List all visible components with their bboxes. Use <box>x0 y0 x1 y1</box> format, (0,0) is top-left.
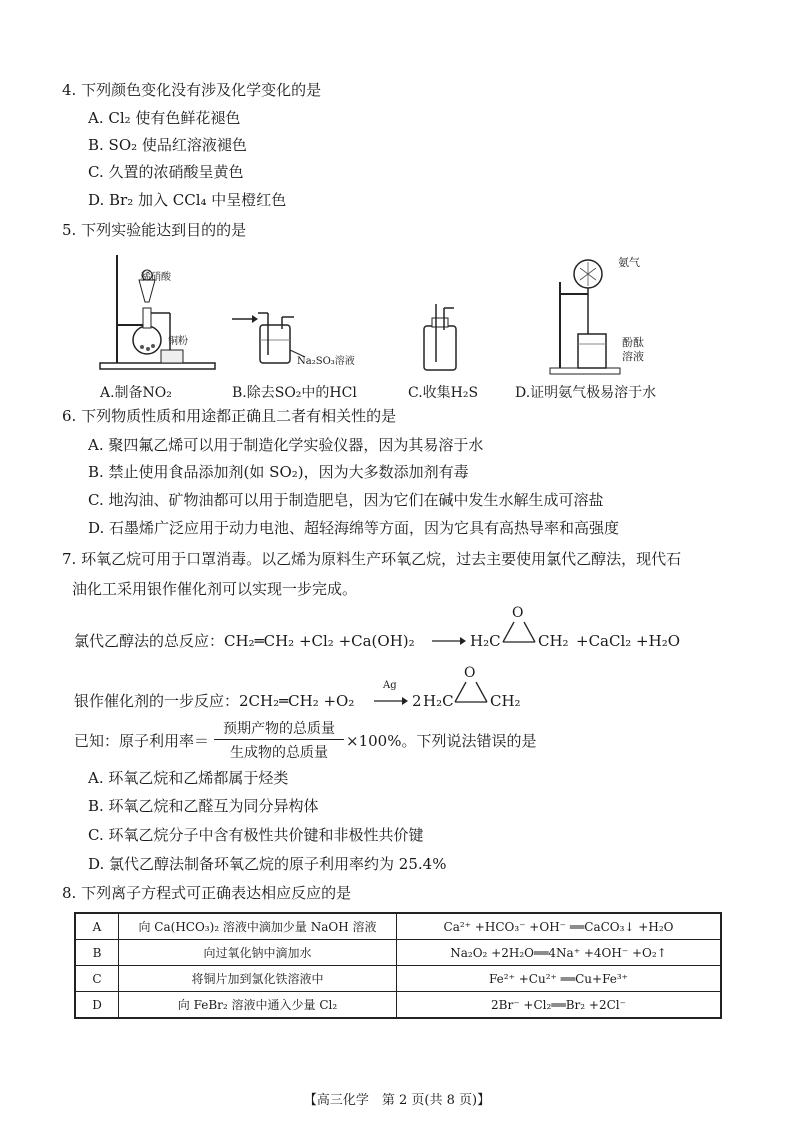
q7-option-d: D. 氯代乙醇法制备环氧乙烷的原子利用率约为 25.4% <box>88 855 447 873</box>
fraction-numerator: 预期产物的总质量 <box>223 721 335 737</box>
q6-option-c: C. 地沟油、矿物油都可以用于制造肥皂，因为它们在碱中发生水解生成可溶盐 <box>88 491 604 509</box>
table-row <box>75 992 721 1019</box>
equation-2-reactants: 银作催化剂的一步反应：2CH₂═CH₂ +O₂ <box>74 692 355 710</box>
row-equation: Fe²⁺ +Cu²⁺ ══Cu+Fe³⁺ <box>397 966 722 992</box>
table-row <box>75 966 721 992</box>
row-equation: Na₂O₂ +2H₂O══4Na⁺ +4OH⁻ +O₂↑ <box>397 940 722 966</box>
table-row <box>75 940 721 966</box>
equation-2-catalyst: Ag <box>383 680 397 691</box>
q5-stem: 5. 下列实验能达到目的的是 <box>62 221 247 239</box>
q8-stem: 8. 下列离子方程式可正确表达相应反应的是 <box>62 884 352 902</box>
known-prefix: 已知：原子利用率＝ <box>74 732 210 750</box>
phenolphthalein-label-2: 溶液 <box>622 350 644 363</box>
q7-stem-line2: 油化工采用银作催化剂可以实现一步完成。 <box>72 580 358 598</box>
q4-option-d: D. Br₂ 加入 CCl₄ 中呈橙红色 <box>88 191 287 209</box>
q7-option-c: C. 环氧乙烷分子中含有极性共价键和非极性共价键 <box>88 826 424 844</box>
apparatus-d-diagram <box>548 252 623 376</box>
equation-2-coefficient: 2 <box>412 692 422 710</box>
caption-c: C.收集H₂S <box>408 385 479 401</box>
na2so3-solution-label: Na₂SO₃溶液 <box>297 356 355 367</box>
page-footer: 【高三化学 第 2 页(共 8 页)】 <box>303 1093 491 1108</box>
fraction-denominator: 生成物的总质量 <box>230 745 328 761</box>
q7-stem-line1: 7. 环氧乙烷可用于口罩消毒。以乙烯为原料生产环氧乙烷，过去主要使用氯代乙醇法，现代石 <box>62 550 682 568</box>
equation-2-ring-right: CH₂ <box>490 692 521 710</box>
q4-option-b: B. SO₂ 使品红溶液褪色 <box>88 136 247 154</box>
equation-1-ring-left: H₂C <box>470 632 501 650</box>
epoxide-ring-1-oxygen: O <box>512 605 524 621</box>
q4-stem: 4. 下列颜色变化没有涉及化学变化的是 <box>62 81 322 99</box>
q7-option-a: A. 环氧乙烷和乙烯都属于烃类 <box>88 769 289 787</box>
row-equation: Ca²⁺ +HCO₃⁻ +OH⁻ ══CaCO₃↓ +H₂O <box>397 913 722 940</box>
equation-2-ring-left: H₂C <box>423 692 454 710</box>
q7-option-b: B. 环氧乙烷和乙醛互为同分异构体 <box>88 797 319 815</box>
copper-powder-label: 铜粉 <box>168 336 188 347</box>
q6-stem: 6. 下列物质性质和用途都正确且二者有相关性的是 <box>62 407 397 425</box>
apparatus-c-diagram <box>410 302 470 374</box>
equation-1-arrow <box>430 634 466 648</box>
q4-option-a: A. Cl₂ 使有色鲜花褪色 <box>88 109 241 127</box>
q6-option-a: A. 聚四氟乙烯可以用于制造化学实验仪器，因为其易溶于水 <box>88 436 484 454</box>
equation-2-arrow <box>372 694 408 708</box>
row-key: D <box>75 992 119 1019</box>
phenolphthalein-label-1: 酚酞 <box>622 336 644 349</box>
dilute-nitric-label: 稀硝酸 <box>141 272 171 283</box>
equation-1-reactants: 氯代乙醇法的总反应：CH₂═CH₂ +Cl₂ +Ca(OH)₂ <box>74 632 415 650</box>
q6-option-b: B. 禁止使用食品添加剂(如 SO₂)，因为大多数添加剂有毒 <box>88 463 469 481</box>
q6-option-d: D. 石墨烯广泛应用于动力电池、超轻海绵等方面，因为它具有高热导率和高强度 <box>88 519 620 537</box>
q4-option-c: C. 久置的浓硝酸呈黄色 <box>88 163 244 181</box>
row-key: B <box>75 940 119 966</box>
epoxide-ring-2-oxygen: O <box>464 665 476 681</box>
equation-1-products: +CaCl₂ +H₂O <box>576 632 681 650</box>
ionic-equation-table <box>74 912 722 1019</box>
ammonia-label: 氨气 <box>618 256 640 269</box>
row-description: 向 FeBr₂ 溶液中通入少量 Cl₂ <box>119 992 397 1019</box>
equation-1-ring-right: CH₂ <box>538 632 569 650</box>
row-equation: 2Br⁻ +Cl₂══Br₂ +2Cl⁻ <box>397 992 722 1019</box>
table-row <box>75 913 721 940</box>
row-description: 向过氧化钠中滴加水 <box>119 940 397 966</box>
fraction-bar <box>214 739 344 740</box>
row-description: 将铜片加到氯化铁溶液中 <box>119 966 397 992</box>
row-key: C <box>75 966 119 992</box>
caption-a: A.制备NO₂ <box>100 385 172 401</box>
caption-b: B.除去SO₂中的HCl <box>232 385 357 401</box>
known-suffix: ×100%。下列说法错误的是 <box>346 732 537 750</box>
caption-d: D.证明氨气极易溶于水 <box>515 385 657 401</box>
row-key: A <box>75 913 119 940</box>
row-description: 向 Ca(HCO₃)₂ 溶液中滴加少量 NaOH 溶液 <box>119 913 397 940</box>
